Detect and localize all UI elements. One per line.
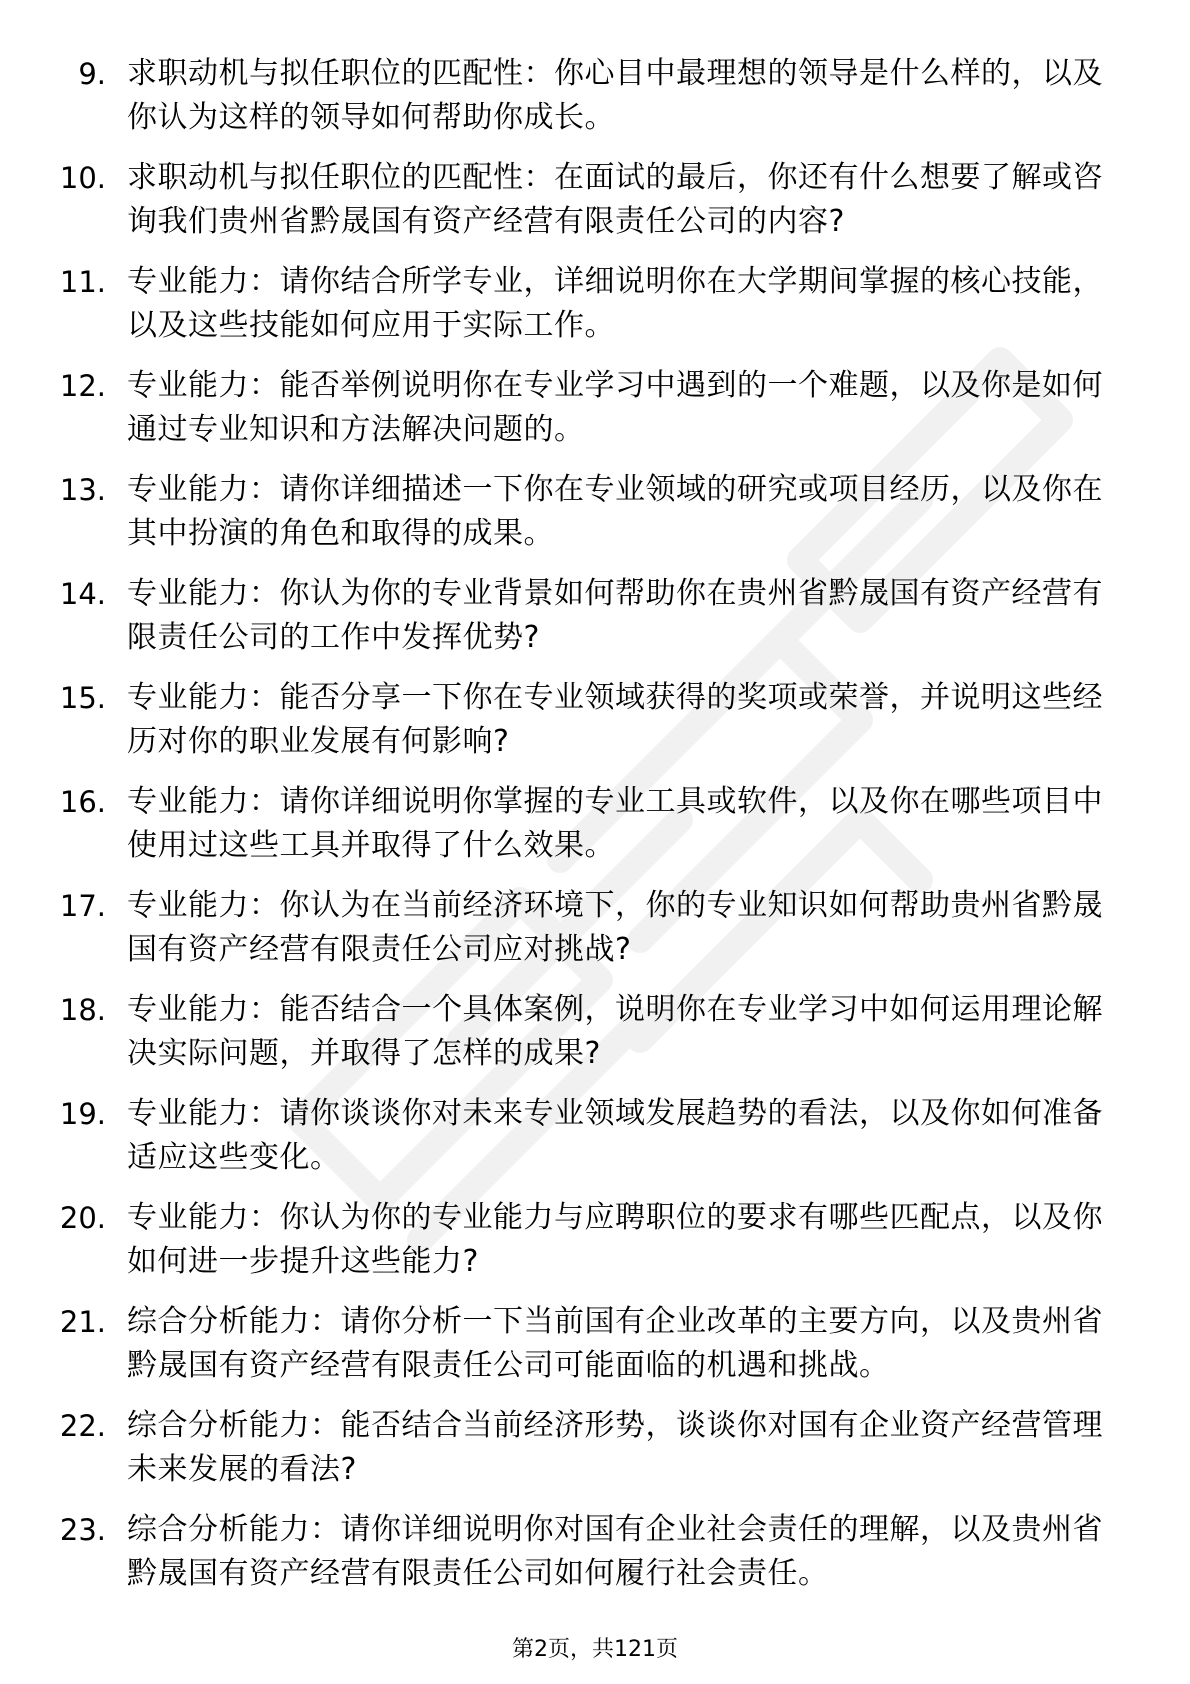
question-number: 17. — [59, 889, 106, 923]
question-number: 18. — [59, 993, 106, 1027]
question-number: 14. — [59, 577, 106, 611]
page-indicator: 第2页，共121页 — [512, 1637, 678, 1662]
question-number: 10. — [59, 161, 106, 195]
question-item — [0, 1508, 1190, 1596]
question-item — [0, 468, 1190, 556]
question-item — [0, 780, 1190, 868]
question-number: 9. — [78, 57, 106, 91]
question-item — [0, 884, 1190, 972]
question-item — [0, 676, 1190, 764]
question-text: 专业能力：你认为你的专业能力与应聘职位的要求有哪些匹配点，以及你如何进一步提升这些能力? — [127, 1200, 1103, 1279]
question-number: 11. — [59, 265, 106, 299]
question-text: 专业能力：请你谈谈你对未来专业领域发展趋势的看法，以及你如何准备适应这些变化。 — [127, 1096, 1103, 1175]
question-text: 综合分析能力：请你分析一下当前国有企业改革的主要方向，以及贵州省黔晟国有资产经营有限责任公司可能面临的机遇和挑战。 — [127, 1304, 1103, 1383]
question-text: 专业能力：能否分享一下你在专业领域获得的奖项或荣誉，并说明这些经历对你的职业发展有何影响? — [127, 680, 1103, 759]
question-number: 15. — [59, 681, 106, 715]
question-number: 19. — [59, 1097, 106, 1131]
question-item — [0, 572, 1190, 660]
question-item — [0, 988, 1190, 1076]
question-item — [0, 52, 1190, 140]
question-number: 22. — [59, 1409, 106, 1443]
question-number: 20. — [59, 1201, 106, 1235]
question-text: 求职动机与拟任职位的匹配性：在面试的最后，你还有什么想要了解或咨询我们贵州省黔晟国有资产经营有限责任公司的内容? — [127, 160, 1103, 239]
question-number: 12. — [59, 369, 106, 403]
question-list — [0, 52, 1190, 1612]
question-number: 21. — [59, 1305, 106, 1339]
question-text: 综合分析能力：能否结合当前经济形势，谈谈你对国有企业资产经营管理未来发展的看法? — [127, 1408, 1103, 1487]
question-text: 综合分析能力：请你详细说明你对国有企业社会责任的理解，以及贵州省黔晟国有资产经营有限责任公司如何履行社会责任。 — [127, 1512, 1103, 1591]
question-text: 求职动机与拟任职位的匹配性：你心目中最理想的领导是什么样的，以及你认为这样的领导如何帮助你成长。 — [127, 56, 1103, 135]
question-text: 专业能力：请你结合所学专业，详细说明你在大学期间掌握的核心技能，以及这些技能如何应用于实际工作。 — [127, 264, 1103, 343]
question-item — [0, 1300, 1190, 1388]
question-number: 23. — [59, 1513, 106, 1547]
question-text: 专业能力：请你详细描述一下你在专业领域的研究或项目经历，以及你在其中扮演的角色和取得的成果。 — [127, 472, 1103, 551]
question-number: 16. — [59, 785, 106, 819]
question-text: 专业能力：请你详细说明你掌握的专业工具或软件，以及你在哪些项目中使用过这些工具并取得了什么效果。 — [127, 784, 1103, 863]
question-item — [0, 156, 1190, 244]
question-item — [0, 364, 1190, 452]
question-text: 专业能力：你认为你的专业背景如何帮助你在贵州省黔晟国有资产经营有限责任公司的工作中发挥优势? — [127, 576, 1103, 655]
question-number: 13. — [59, 473, 106, 507]
question-text: 专业能力：能否结合一个具体案例，说明你在专业学习中如何运用理论解决实际问题，并取得了怎样的成果? — [127, 992, 1103, 1071]
question-text: 专业能力：能否举例说明你在专业学习中遇到的一个难题，以及你是如何通过专业知识和方法解决问题的。 — [127, 368, 1103, 447]
question-text: 专业能力：你认为在当前经济环境下，你的专业知识如何帮助贵州省黔晟国有资产经营有限责任公司应对挑战? — [127, 888, 1103, 967]
question-item — [0, 1092, 1190, 1180]
question-item — [0, 1404, 1190, 1492]
question-item — [0, 260, 1190, 348]
question-item — [0, 1196, 1190, 1284]
